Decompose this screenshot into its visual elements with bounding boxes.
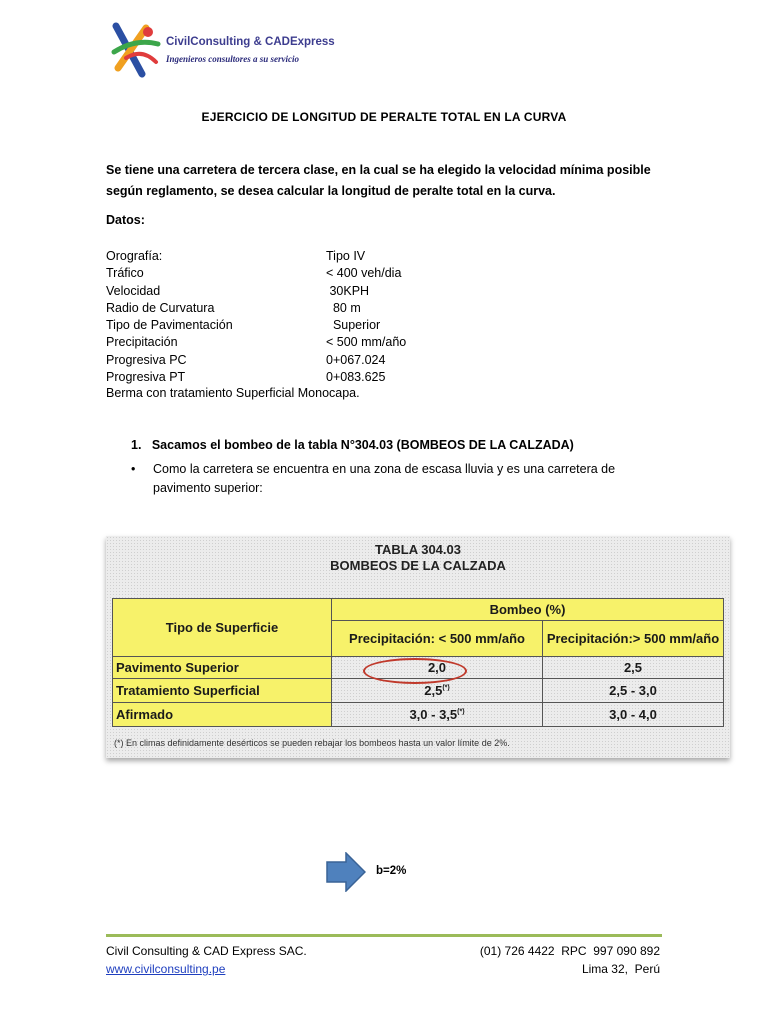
cell-p1: 2,0 xyxy=(332,657,543,679)
datos-value: Tipo IV xyxy=(326,249,366,263)
header-precip-low: Precipitación: < 500 mm/año xyxy=(332,621,543,657)
datos-key: Progresiva PT xyxy=(106,370,186,385)
footer-company: Civil Consulting & CAD Express SAC. xyxy=(106,944,307,958)
result-text: b=2% xyxy=(376,865,407,877)
header-precip-high: Precipitación:> 500 mm/año xyxy=(543,621,724,657)
bullet-text: Como la carretera se encuentra en una zona de escasa lluvia y es una carretera de pavimento superior: xyxy=(153,462,616,495)
cell-p1: 2,5(*) xyxy=(332,679,543,703)
logo-mark-icon xyxy=(108,18,168,82)
table-footnote: (*) En climas definidamente desérticos se pueden rebajar los bombeos hasta un valor límite de 2%. xyxy=(114,738,510,748)
document-title: EJERCICIO DE LONGITUD DE PERALTE TOTAL EN LA CURVA xyxy=(201,110,567,124)
logo-tagline: Ingenieros consultores a su servicio xyxy=(166,54,300,64)
cell-tipo: Pavimento Superior xyxy=(113,657,332,679)
datos-value: 80 m xyxy=(326,300,361,315)
header-bombeo: Bombeo (%) xyxy=(332,599,724,621)
cell-p2: 2,5 - 3,0 xyxy=(543,679,724,703)
intro-paragraph: Se tiene una carretera de tercera clase, en la cual se ha elegido la velocidad mínima posible según reglamento, se desea calcular la longitud de peralte total en la curva. xyxy=(106,163,651,198)
datos-value: Superior xyxy=(326,318,381,333)
company-logo xyxy=(108,18,335,82)
datos-key: Tráfico xyxy=(106,266,144,281)
cell-p2: 2,5 xyxy=(543,657,724,679)
table-title-line1: TABLA 304.03 xyxy=(375,542,461,557)
datos-key: Precipitación xyxy=(106,335,178,350)
bullet-dot: • xyxy=(131,462,136,476)
arrow-right-icon xyxy=(326,852,366,892)
footer-divider xyxy=(106,934,662,937)
highlight-ellipse xyxy=(363,658,467,684)
datos-key: Radio de Curvatura xyxy=(106,300,215,315)
datos-key: Orografía: xyxy=(106,249,163,263)
datos-value: 30KPH xyxy=(326,283,370,298)
datos-value: 0+083.625 xyxy=(326,370,386,385)
cell-p2: 3,0 - 4,0 xyxy=(543,703,724,727)
footer-city: Lima 32, Perú xyxy=(581,962,660,976)
step-1-heading: 1. Sacamos el bombeo de la tabla N°304.03 (BOMBEOS DE LA CALZADA) xyxy=(131,438,574,452)
cell-tipo: Afirmado xyxy=(113,703,332,727)
table-title-line2: BOMBEOS DE LA CALZADA xyxy=(330,558,506,573)
logo-name: CivilConsulting & CADExpress xyxy=(166,36,335,48)
table-title xyxy=(106,542,730,574)
cell-p1: 3,0 - 3,5(*) xyxy=(332,703,543,727)
datos-key: Tipo de Pavimentación xyxy=(106,318,233,333)
berma-text: Berma con tratamiento Superficial Monocapa. xyxy=(106,386,360,400)
datos-value: < 500 mm/año xyxy=(326,335,407,350)
datos-key: Progresiva PC xyxy=(106,352,187,367)
header-tipo: Tipo de Superficie xyxy=(113,599,332,657)
datos-heading: Datos: xyxy=(106,213,145,227)
datos-value: 0+067.024 xyxy=(326,352,386,367)
datos-key: Velocidad xyxy=(106,283,161,298)
bombeo-table-figure xyxy=(106,536,730,758)
cell-tipo: Tratamiento Superficial xyxy=(113,679,332,703)
footer-phone: (01) 726 4422 RPC 997 090 892 xyxy=(479,944,660,958)
table-row xyxy=(113,703,724,727)
datos-value: < 400 veh/dia xyxy=(326,266,402,281)
footer-website-link[interactable]: www.civilconsulting.pe xyxy=(106,962,226,976)
